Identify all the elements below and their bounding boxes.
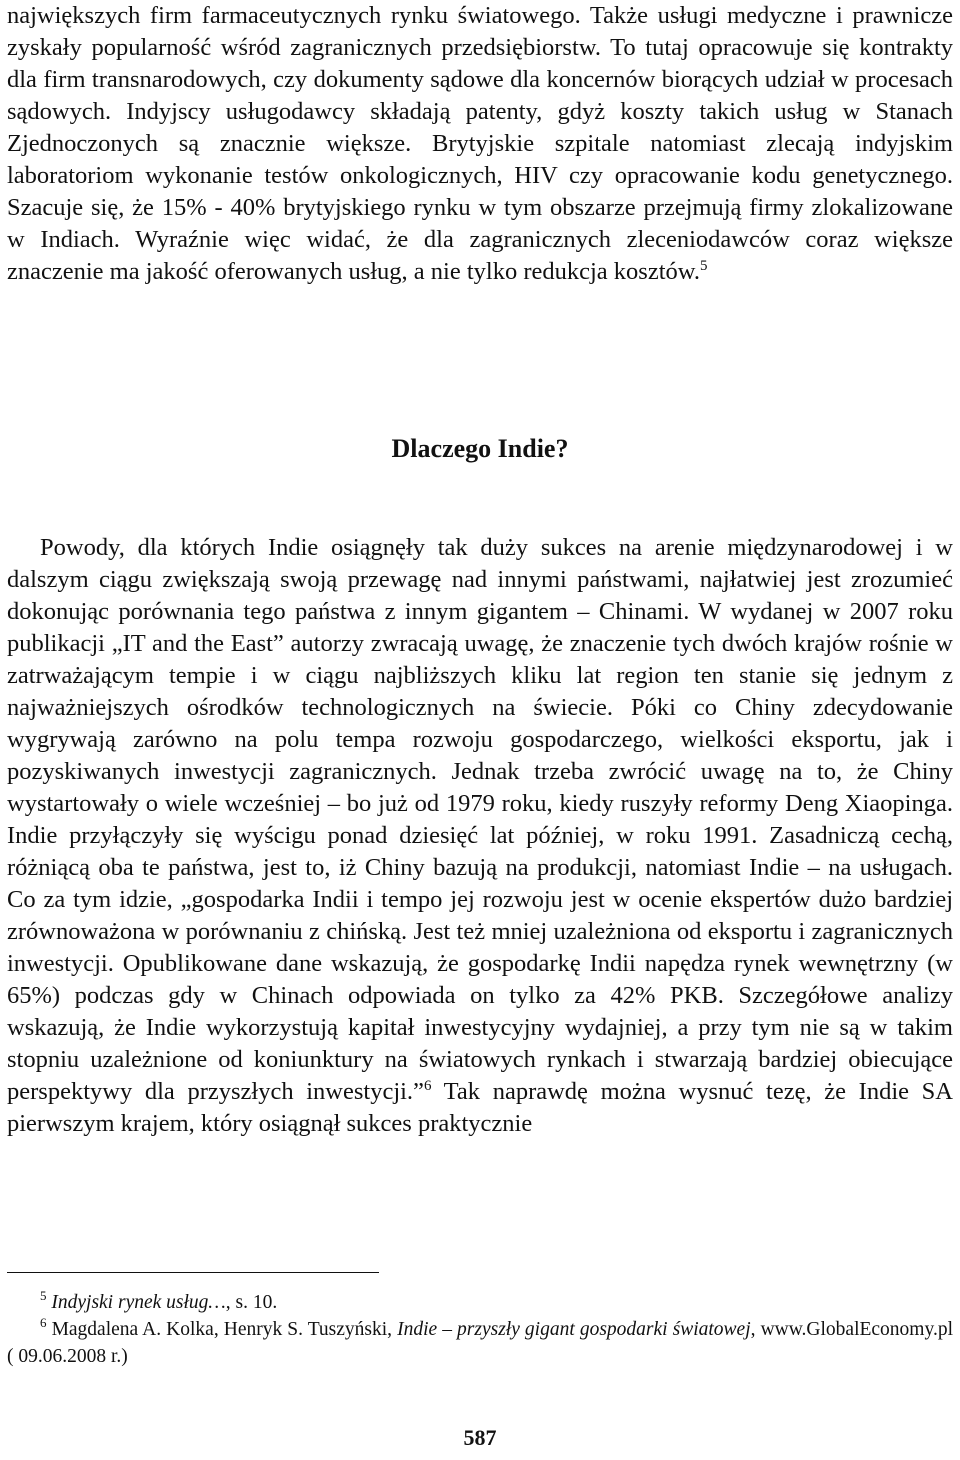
page-number: 587 bbox=[463, 1425, 497, 1450]
footnote-5 bbox=[7, 1289, 953, 1316]
body-paragraph-top bbox=[7, 0, 953, 288]
section-heading: Dlaczego Indie? bbox=[391, 434, 569, 463]
document-page bbox=[7, 0, 954, 1450]
section-body bbox=[7, 532, 953, 1140]
footnotes bbox=[7, 1289, 953, 1370]
footnote-detail: , www.GlobalEconomy.pl ( 09.06.2008 r.) bbox=[7, 1319, 954, 1367]
paragraph-continuation: Tak naprawdę można wysnuć tezę, że Indie SA pierwszym krajem, który osiągnął sukces praktycznie bbox=[7, 1078, 953, 1137]
paragraph-text: Powody, dla których Indie osiągnęły tak duży sukces na arenie międzynarodowej i w dalszym ciągu zwiększają swoją przewagę nad innymi państwami, najłatwiej jest zrozumieć dokonując porównania tego państwa z innym gigantem – Chinami. W wydanej w 2007 roku publikacji „IT and the East” autorzy zwracają uwagę, że znaczenie tych dwóch krajów rośnie w zatrważającym tempie i w ciągu najbliższych kliku lat region ten stanie się jednym z najważniejszych ośrodków technologicznych na świecie. Póki co Chiny zdecydowanie wygrywają zarówno na polu tempa rozwoju gospodarczego, wielkości eksportu, jak i pozyskiwanych inwestycji zagranicznych. Jednak trzeba zwrócić uwagę na to, że Chiny wystartowały o wiele wcześniej – bo już od 1979 roku, kiedy ruszyły reformy Deng Xiaopinga. Indie przyłączyły się wyścigu ponad dziesięć lat później, w roku 1991. Zasadniczą cechą, różniącą oba te państwa, jest to, iż Chiny bazują na produkcji, natomiast Indie – na usługach. Co za tym idzie, „gospodarka Indii i tempo jej rozwoju jest w ocenie ekspertów dużo bardziej zrównoważona w porównaniu z chińską. Jest też mniej uzależniona od eksportu i zagranicznych inwestycji. Opublikowane dane wskazują, że gospodarkę Indii napędza rynek wewnętrzny (w 65%) podczas gdy w Chinach odpowiada on tylko za 42% PKB. Szczegółowe analizy wskazują, że Indie wykorzystują kapitał inwestycyjny wydajniej, a przy tym nie są w takim stopniu uzależnione od koniunktury na światowych rynkach i stwarzają bardziej obiecujące perspektywy dla przyszłych inwestycji.” bbox=[7, 534, 953, 1105]
footnote-authors: Magdalena A. Kolka, Henryk S. Tuszyński, bbox=[51, 1319, 393, 1340]
footnote-reference: 6 bbox=[423, 1078, 432, 1094]
footnote-detail: , s. 10. bbox=[225, 1292, 278, 1313]
footnote-number: 6 bbox=[40, 1315, 47, 1330]
footnote-title: Indyjski rynek usług… bbox=[51, 1292, 226, 1313]
footnote-title: Indie – przyszły gigant gospodarki światowej bbox=[397, 1319, 751, 1340]
paragraph-text: największych firm farmaceutycznych rynku światowego. Także usługi medyczne i prawnicze zyskały popularność wśród zagranicznych przedsiębiorstw. To tutaj opracowuje się kontrakty dla firm transnarodowych, czy dokumenty sądowe dla koncernów biorących udział w procesach sądowych. Indyjscy usługodawcy składają patenty, gdyż koszty takich usług w Stanach Zjednoczonych są znacznie większe. Brytyjskie szpitale natomiast zlecają indyjskim laboratoriom wykonanie testów onkologicznych, HIV czy opracowanie kodu genetycznego. Szacuje się, że 15% - 40% brytyjskiego rynku w tym obszarze przejmują firmy zlokalizowane w Indiach. Wyraźnie więc widać, że dla zagranicznych zleceniodawców coraz większe znaczenie ma jakość oferowanych usług, a nie tylko redukcja kosztów. bbox=[7, 2, 953, 285]
footnote-separator bbox=[7, 1272, 379, 1273]
footnote-reference: 5 bbox=[700, 258, 708, 274]
body-paragraph-main bbox=[7, 532, 953, 1140]
footnote-number: 5 bbox=[40, 1288, 47, 1303]
footnote-6 bbox=[7, 1316, 953, 1370]
